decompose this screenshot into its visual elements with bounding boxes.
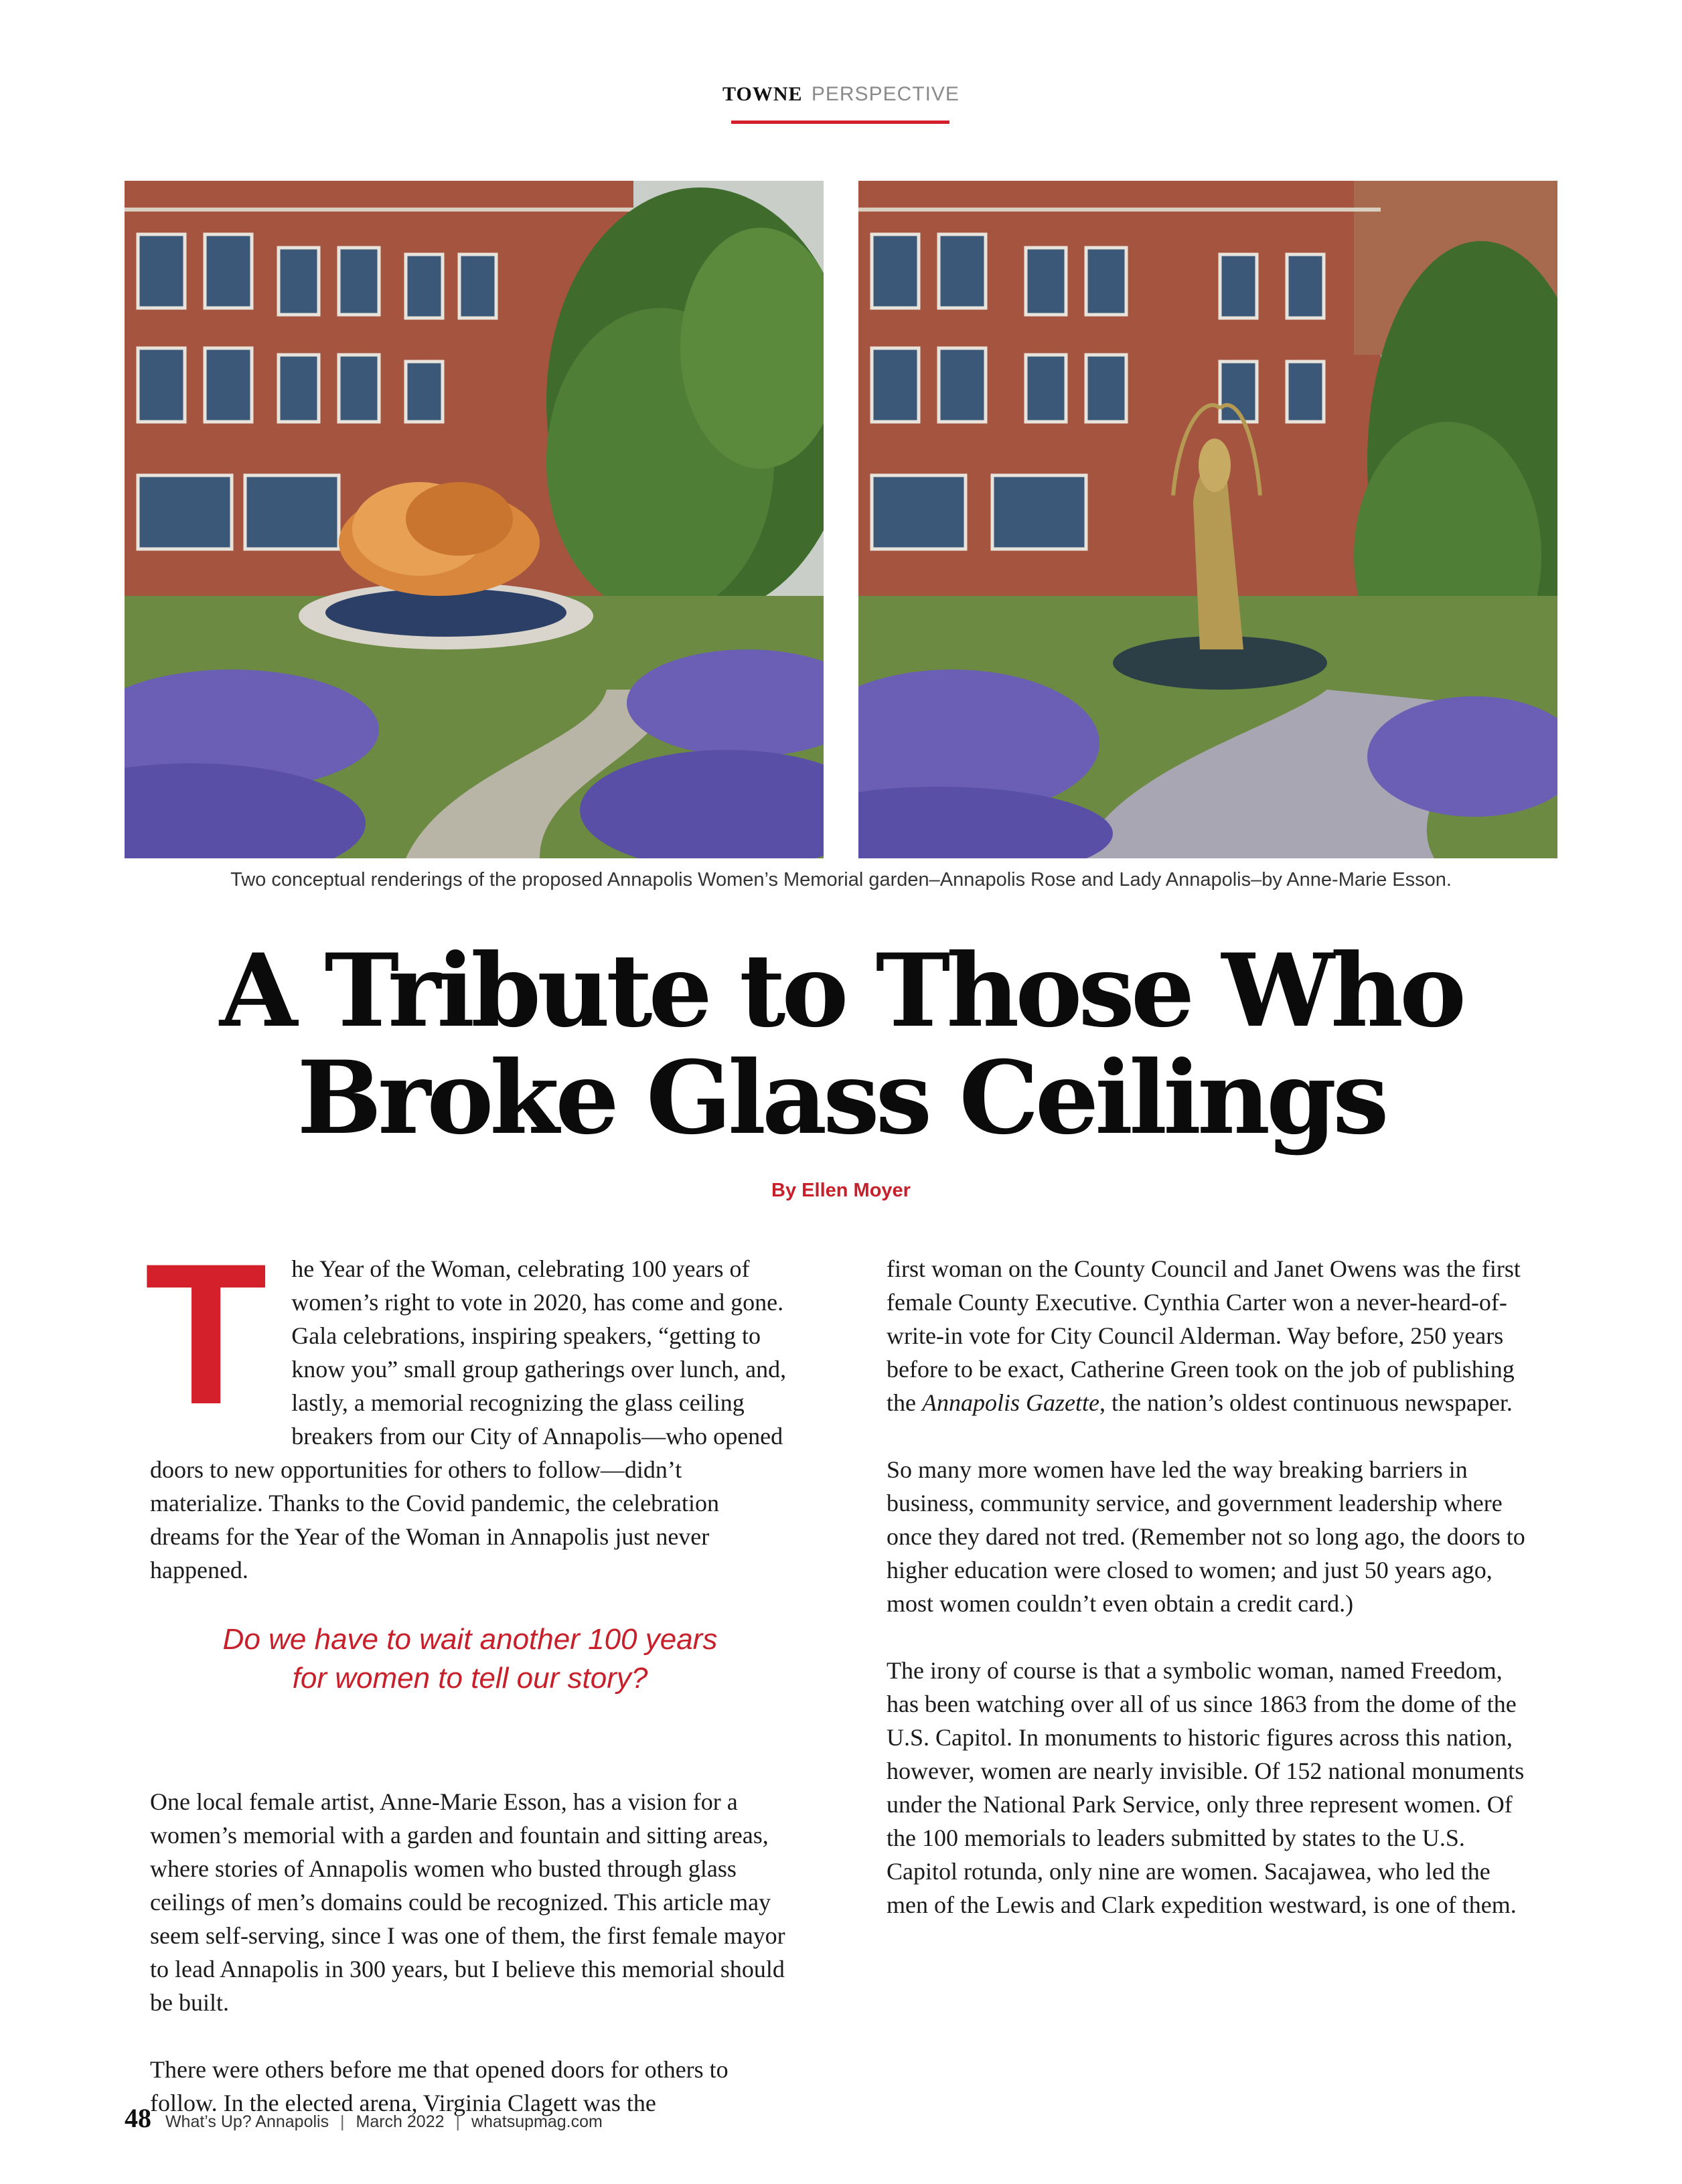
paragraph-text: , the nation’s oldest continuous newspaper.	[1099, 1389, 1513, 1416]
paragraph-gap	[887, 1419, 1527, 1453]
paragraph: So many more women have led the way breaking barriers in business, community service, and government leadership where once they dared not tred. (Remember not so long ago, the doors to higher education were closed to women; and just 50 years ago, most women couldn’t even obtain a credit card.)	[887, 1456, 1525, 1617]
page-footer	[125, 2102, 603, 2134]
paragraph-gap	[150, 2019, 790, 2053]
article-headline	[0, 932, 1682, 1157]
paragraph	[145, 1221, 790, 1587]
drop-cap: T	[145, 1221, 268, 1446]
website-link[interactable]: whatsupmag.com	[471, 2112, 603, 2131]
footer-separator: |	[340, 2112, 345, 2131]
rendering-lady-annapolis	[858, 181, 1557, 858]
section-label: PERSPECTIVE	[811, 83, 960, 105]
pull-quote	[150, 1620, 790, 1698]
photo-caption: Two conceptual renderings of the proposed Annapolis Women’s Memorial garden–Annapolis Rose and Lady Annapolis–by Anne-Marie Esson.	[230, 869, 1452, 890]
section-brand: TOWNE	[722, 83, 803, 105]
headline-line-2: Broke Glass Ceilings	[297, 1039, 1385, 1157]
section-header	[0, 83, 1682, 106]
paragraph-gap	[887, 1620, 1527, 1654]
footer-separator: |	[455, 2112, 460, 2131]
byline: By Ellen Moyer	[771, 1180, 911, 1201]
paragraph: The irony of course is that a symbolic woman, named Freedom, has been watching over all of us since 1863 from the dome of the U.S. Capitol. In monuments to historic figures across this nation, however, women are nearly invisible. Of 152 national monuments under the National Park Service, only three represent women. Of the 100 memorials to leaders submitted by states to the U.S. Capitol rotunda, only nine are women. Sacajawea, who led the men of the Lewis and Clark expedition westward, is one of them.	[887, 1657, 1525, 1918]
body-column-right	[887, 1252, 1527, 1922]
headline-line-1: A Tribute to Those Who	[219, 932, 1463, 1050]
section-underline	[731, 121, 949, 124]
issue-date: March 2022	[356, 2112, 445, 2131]
pull-quote-line-2: for women to tell our story?	[292, 1662, 648, 1695]
rendering-annapolis-rose	[125, 181, 824, 858]
paragraph	[887, 1252, 1527, 1419]
publication-name: What’s Up? Annapolis	[165, 2112, 329, 2131]
paragraph-text: first woman on the County Council and Janet Owens was the first female County Executive. Cynthia Carter won a never-heard-of-write-in vote for City Council Alderman. Way before, 250 years before to be exact, Catherine Green took on the job of publishing the	[887, 1255, 1521, 1416]
paragraph: There were others before me that opened doors for others to follow. In the elected arena, Virginia Clagett was the	[150, 2056, 729, 2116]
paragraph: One local female artist, Anne-Marie Esson, has a vision for a women’s memorial with a garden and fountain and sitting areas, where stories of Annapolis women who busted through glass ceilings of men’s domains could be recognized. This article may seem self-serving, since I was one of them, the first female mayor to lead Annapolis in 300 years, but I believe this memorial should be built.	[150, 1788, 785, 2016]
paragraph-text: he Year of the Woman, celebrating 100 years of women’s right to vote in 2020, has come and gone. Gala celebrations, inspiring speakers, “getting to know you” small group gatherings over lunch, and, lastly, a memorial recognizing the glass ceiling breakers from our City of Annapolis—who opened doors to new opportunities for others to follow—didn’t materialize. Thanks to the Covid pandemic, the celebration dreams for the Year of the Woman in Annapolis just never happened.	[150, 1255, 787, 1583]
publication-name: Annapolis Gazette	[921, 1389, 1099, 1416]
page-number: 48	[125, 2103, 151, 2133]
pull-quote-line-1: Do we have to wait another 100 years	[222, 1623, 718, 1656]
